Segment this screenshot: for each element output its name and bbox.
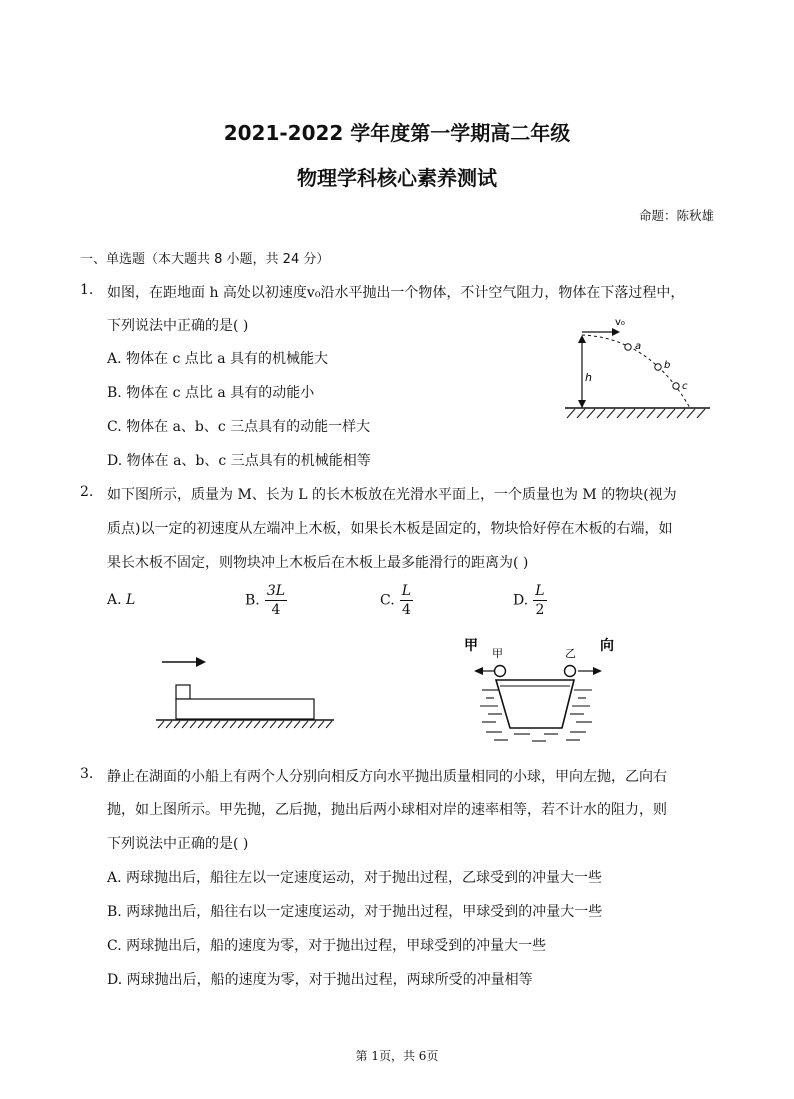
q1-number: 1.: [80, 282, 94, 298]
option-value: L: [126, 592, 136, 608]
left-direction-label: 甲: [464, 638, 478, 654]
q1-option-d[interactable]: [107, 450, 371, 470]
fraction-numerator: L: [401, 583, 412, 599]
fraction-denominator: 4: [271, 602, 281, 618]
block: [176, 685, 190, 699]
q2-option-a[interactable]: [107, 592, 135, 608]
fraction-numerator: 3L: [266, 583, 286, 599]
label-h: h: [585, 371, 592, 384]
motion-arrow-head: [196, 657, 206, 667]
projectile-figure: [555, 310, 715, 425]
velocity-arrow-head: [612, 328, 620, 336]
point-c: [673, 383, 679, 389]
height-arrow-down-head: [578, 400, 586, 408]
label-v0: v₀: [615, 317, 625, 328]
option-label: D.: [107, 972, 123, 988]
q2-stem-line2: 质点)以一定的初速度从左端冲上木板，如果长木板是固定的，物块恰好停在木板的右端，如: [107, 521, 673, 537]
right-throw-arrow-head: [593, 667, 602, 675]
q1-stem-line2: 下列说法中正确的是( ): [107, 318, 249, 334]
ball-yi: [565, 666, 576, 677]
left-throw-arrow-head: [474, 667, 483, 675]
option-text: 两球抛出后，船往右以一定速度运动，对于抛出过程，甲球受到的冲量大一些: [126, 904, 603, 920]
q1-option-b[interactable]: [107, 382, 314, 402]
q2-option-d[interactable]: [513, 582, 547, 619]
q3-option-c[interactable]: [107, 935, 546, 955]
page-number: 第 1页，共 6页: [355, 1049, 439, 1063]
long-board: [176, 699, 314, 719]
option-fraction: [265, 582, 287, 619]
q3-stem-line3: 下列说法中正确的是( ): [107, 836, 249, 852]
point-a: [625, 344, 631, 350]
option-label: C.: [107, 419, 122, 435]
q3-option-a[interactable]: [107, 867, 602, 887]
page-title: 2021-2022 学年度第一学期高二年级: [223, 121, 571, 145]
option-fraction: [400, 582, 413, 619]
q2-option-b[interactable]: [245, 582, 287, 619]
section-heading: 一、单选题（本大题共 8 小题，共 24 分）: [80, 252, 330, 267]
person-yi-label: 乙: [565, 647, 576, 660]
option-fraction: [533, 582, 546, 619]
q2-stem-line1: 如下图所示，质量为 M、长为 L 的长木板放在光滑水平面上，一个质量也为 M 的物块(视为: [107, 487, 677, 503]
option-label: A.: [107, 592, 122, 608]
author-credit: 命题：陈秋雄: [638, 208, 714, 223]
person-jia-label: 甲: [492, 647, 503, 660]
option-label: C.: [107, 938, 122, 954]
ground-hatch: [567, 409, 705, 418]
option-label: A.: [107, 351, 122, 367]
plank-figure: [150, 650, 340, 735]
q2-option-c[interactable]: [380, 582, 413, 619]
option-text: 两球抛出后，船往左以一定速度运动，对于抛出过程，乙球受到的冲量大一些: [126, 870, 603, 886]
q3-number: 3.: [80, 766, 94, 782]
ball-jia: [495, 666, 506, 677]
fraction-denominator: 4: [401, 602, 411, 618]
point-b: [655, 364, 661, 370]
q1-option-c[interactable]: [107, 416, 370, 436]
boat-hull: [496, 680, 574, 728]
option-label: D.: [513, 592, 529, 609]
option-text: 物体在 a、b、c 三点具有的动能一样大: [126, 419, 371, 435]
option-label: B.: [245, 592, 260, 609]
q1-option-a[interactable]: [107, 348, 328, 368]
option-text: 物体在 c 点比 a 具有的机械能大: [126, 351, 329, 367]
height-arrow-up-head: [578, 335, 586, 343]
q3-option-d[interactable]: [107, 969, 533, 989]
fraction-numerator: L: [535, 583, 545, 599]
option-text: 两球抛出后，船的速度为零，对于抛出过程，甲球受到的冲量大一些: [126, 938, 547, 954]
q3-option-b[interactable]: [107, 901, 602, 921]
q1-stem-line1: 如图，在距地面 h 高处以初速度v₀沿水平抛出一个物体，不计空气阻力，物体在下落过程中，: [107, 285, 685, 301]
q2-number: 2.: [80, 484, 94, 500]
option-text: 物体在 c 点比 a 具有的动能小: [126, 385, 315, 401]
option-label: B.: [107, 385, 122, 401]
right-direction-label: 向: [600, 638, 614, 654]
label-c: c: [682, 381, 688, 392]
option-text: 物体在 a、b、c 三点具有的机械能相等: [126, 453, 371, 469]
label-b: b: [664, 360, 671, 371]
boat-figure: [458, 632, 628, 747]
q3-stem-line2: 抛，如上图所示。甲先抛，乙后抛，抛出后两小球相对岸的速率相等，若不计水的阻力，则: [107, 802, 667, 818]
option-label: A.: [107, 870, 122, 886]
option-text: 两球抛出后，船的速度为零，对于抛出过程，两球所受的冲量相等: [126, 972, 533, 988]
label-a: a: [635, 341, 642, 352]
option-label: D.: [107, 453, 123, 469]
option-label: C.: [380, 592, 395, 609]
option-label: B.: [107, 904, 122, 920]
q3-stem-line1: 静止在湖面的小船上有两个人分别向相反方向水平抛出质量相同的小球，甲向左抛，乙向右: [107, 769, 667, 785]
fraction-denominator: 2: [535, 602, 545, 618]
page-subtitle: 物理学科核心素养测试: [297, 166, 497, 190]
floor-hatch: [158, 721, 332, 728]
q2-stem-line3: 果长木板不固定，则物块冲上木板后在木板上最多能滑行的距离为( ): [107, 555, 529, 571]
